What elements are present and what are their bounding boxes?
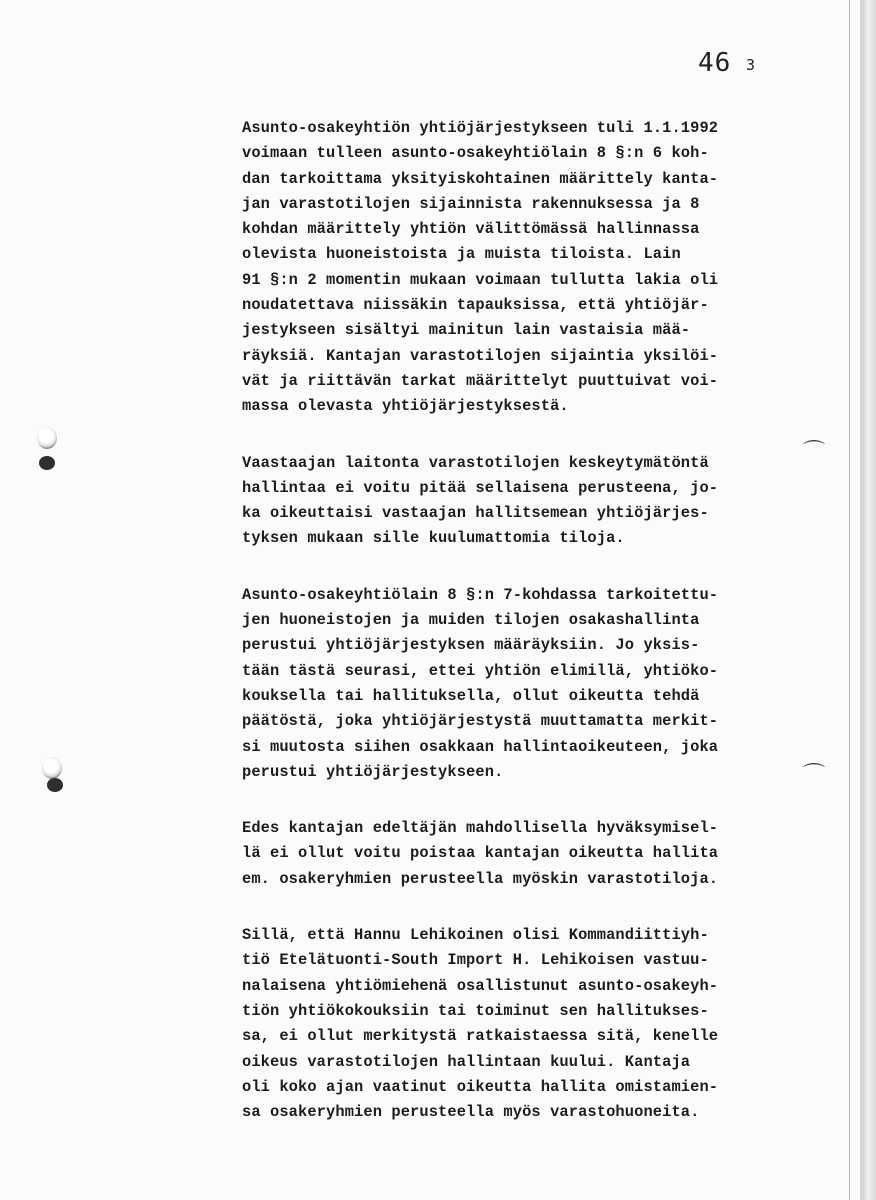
margin-mark: ⌒ — [803, 440, 826, 465]
text-line: perustui yhtiöjärjestyksen määräyksiin. Jo yksis- — [242, 636, 700, 655]
paragraph-1 — [242, 116, 802, 420]
text-line: lä ei ollut voitu poistaa kantajan oikeutta hallita — [242, 844, 719, 863]
text-line: oli koko ajan vaatinut oikeutta hallita omistamien- — [242, 1077, 719, 1096]
text-line: vät ja riittävän tarkat määrittelyt puuttuivat voi- — [242, 371, 719, 390]
text-line: räyksiä. Kantajan varastotilojen sijaintia yksilöi- — [242, 346, 719, 365]
text-line: kohdan määrittely yhtiön välittömässä hallinnassa — [242, 220, 700, 239]
text-line: em. osakeryhmien perusteella myöskin varastotiloja. — [242, 869, 719, 888]
text-line: hallintaa ei voitu pitää sellaisena perusteena, jo- — [242, 478, 719, 497]
text-line: tiö Etelätuonti-South Import H. Lehikoisen vastuu- — [242, 951, 709, 970]
margin-mark: ⌒ — [803, 763, 826, 788]
text-line: kouksella tai hallituksella, ollut oikeutta tehdä — [242, 686, 700, 705]
page-edge — [862, 0, 876, 1200]
text-line: tään tästä seurasi, ettei yhtiön elimillä, yhtiöko- — [242, 661, 719, 680]
text-line: sa osakeryhmien perusteella myös varastohuoneita. — [242, 1103, 700, 1122]
text-line: massa olevasta yhtiöjärjestyksestä. — [242, 397, 569, 416]
text-line: tyksen mukaan sille kuulumattomia tiloja. — [242, 529, 625, 548]
text-line: ka oikeuttaisi vastaajan hallitsemean yhtiöjärjes- — [242, 504, 709, 523]
paragraph-2 — [242, 451, 802, 552]
text-line: 91 §:n 2 momentin mukaan voimaan tullutta lakia oli — [242, 270, 719, 289]
paragraph-5 — [242, 923, 802, 1125]
text-line: dan tarkoittama yksityiskohtainen määrittely kanta- — [242, 169, 719, 188]
text-line: jestykseen sisältyi mainitun lain vastaisia mää- — [242, 321, 691, 340]
text-line: voimaan tulleen asunto-osakeyhtiölain 8 §:n 6 koh- — [242, 144, 709, 163]
text-line: päätöstä, joka yhtiöjärjestystä muuttamatta merkit- — [242, 712, 719, 731]
punch-hole-bottom — [42, 757, 62, 779]
page-number: 46 — [698, 48, 732, 78]
text-line: sa, ei ollut merkitystä ratkaistaessa sitä, kenelle — [242, 1027, 719, 1046]
text-line: nalaisena yhtiömiehenä osallistunut asunto-osakeyh- — [242, 976, 719, 995]
text-line: olevista huoneistoista ja muista tiloista. Lain — [242, 245, 681, 264]
paragraph-4 — [242, 816, 802, 892]
text-line: Vaastaajan laitonta varastotilojen keskeytymätöntä — [242, 453, 709, 472]
text-line: noudatettava niissäkin tapauksissa, että yhtiöjär- — [242, 296, 709, 315]
body-text — [242, 116, 802, 1156]
text-line: jen huoneistojen ja muiden tilojen osakashallinta — [242, 611, 700, 630]
text-line: Asunto-osakeyhtiön yhtiöjärjestykseen tuli 1.1.1992 — [242, 119, 719, 137]
page-number-suffix: 3 — [746, 56, 756, 74]
punch-hole-bottom-shadow — [47, 778, 63, 792]
text-line: Asunto-osakeyhtiölain 8 §:n 7-kohdassa tarkoitettu- — [242, 585, 719, 604]
text-line: si muutosta siihen osakkaan hallintaoikeuteen, joka — [242, 737, 719, 756]
page-edge-line — [849, 0, 850, 1200]
text-line: Edes kantajan edeltäjän mahdollisella hyväksymisel- — [242, 819, 719, 838]
punch-hole-top — [37, 427, 57, 449]
text-line: tiön yhtiökokouksiin tai toiminut sen hallitukses- — [242, 1001, 709, 1020]
text-line: jan varastotilojen sijainnista rakennuksessa ja 8 — [242, 194, 700, 213]
text-line: perustui yhtiöjärjestykseen. — [242, 762, 504, 781]
text-line: Sillä, että Hannu Lehikoinen olisi Kommandiittiyh- — [242, 926, 709, 945]
paragraph-3 — [242, 583, 802, 785]
punch-hole-top-shadow — [39, 456, 55, 470]
text-line: oikeus varastotilojen hallintaan kuului. Kantaja — [242, 1052, 691, 1071]
